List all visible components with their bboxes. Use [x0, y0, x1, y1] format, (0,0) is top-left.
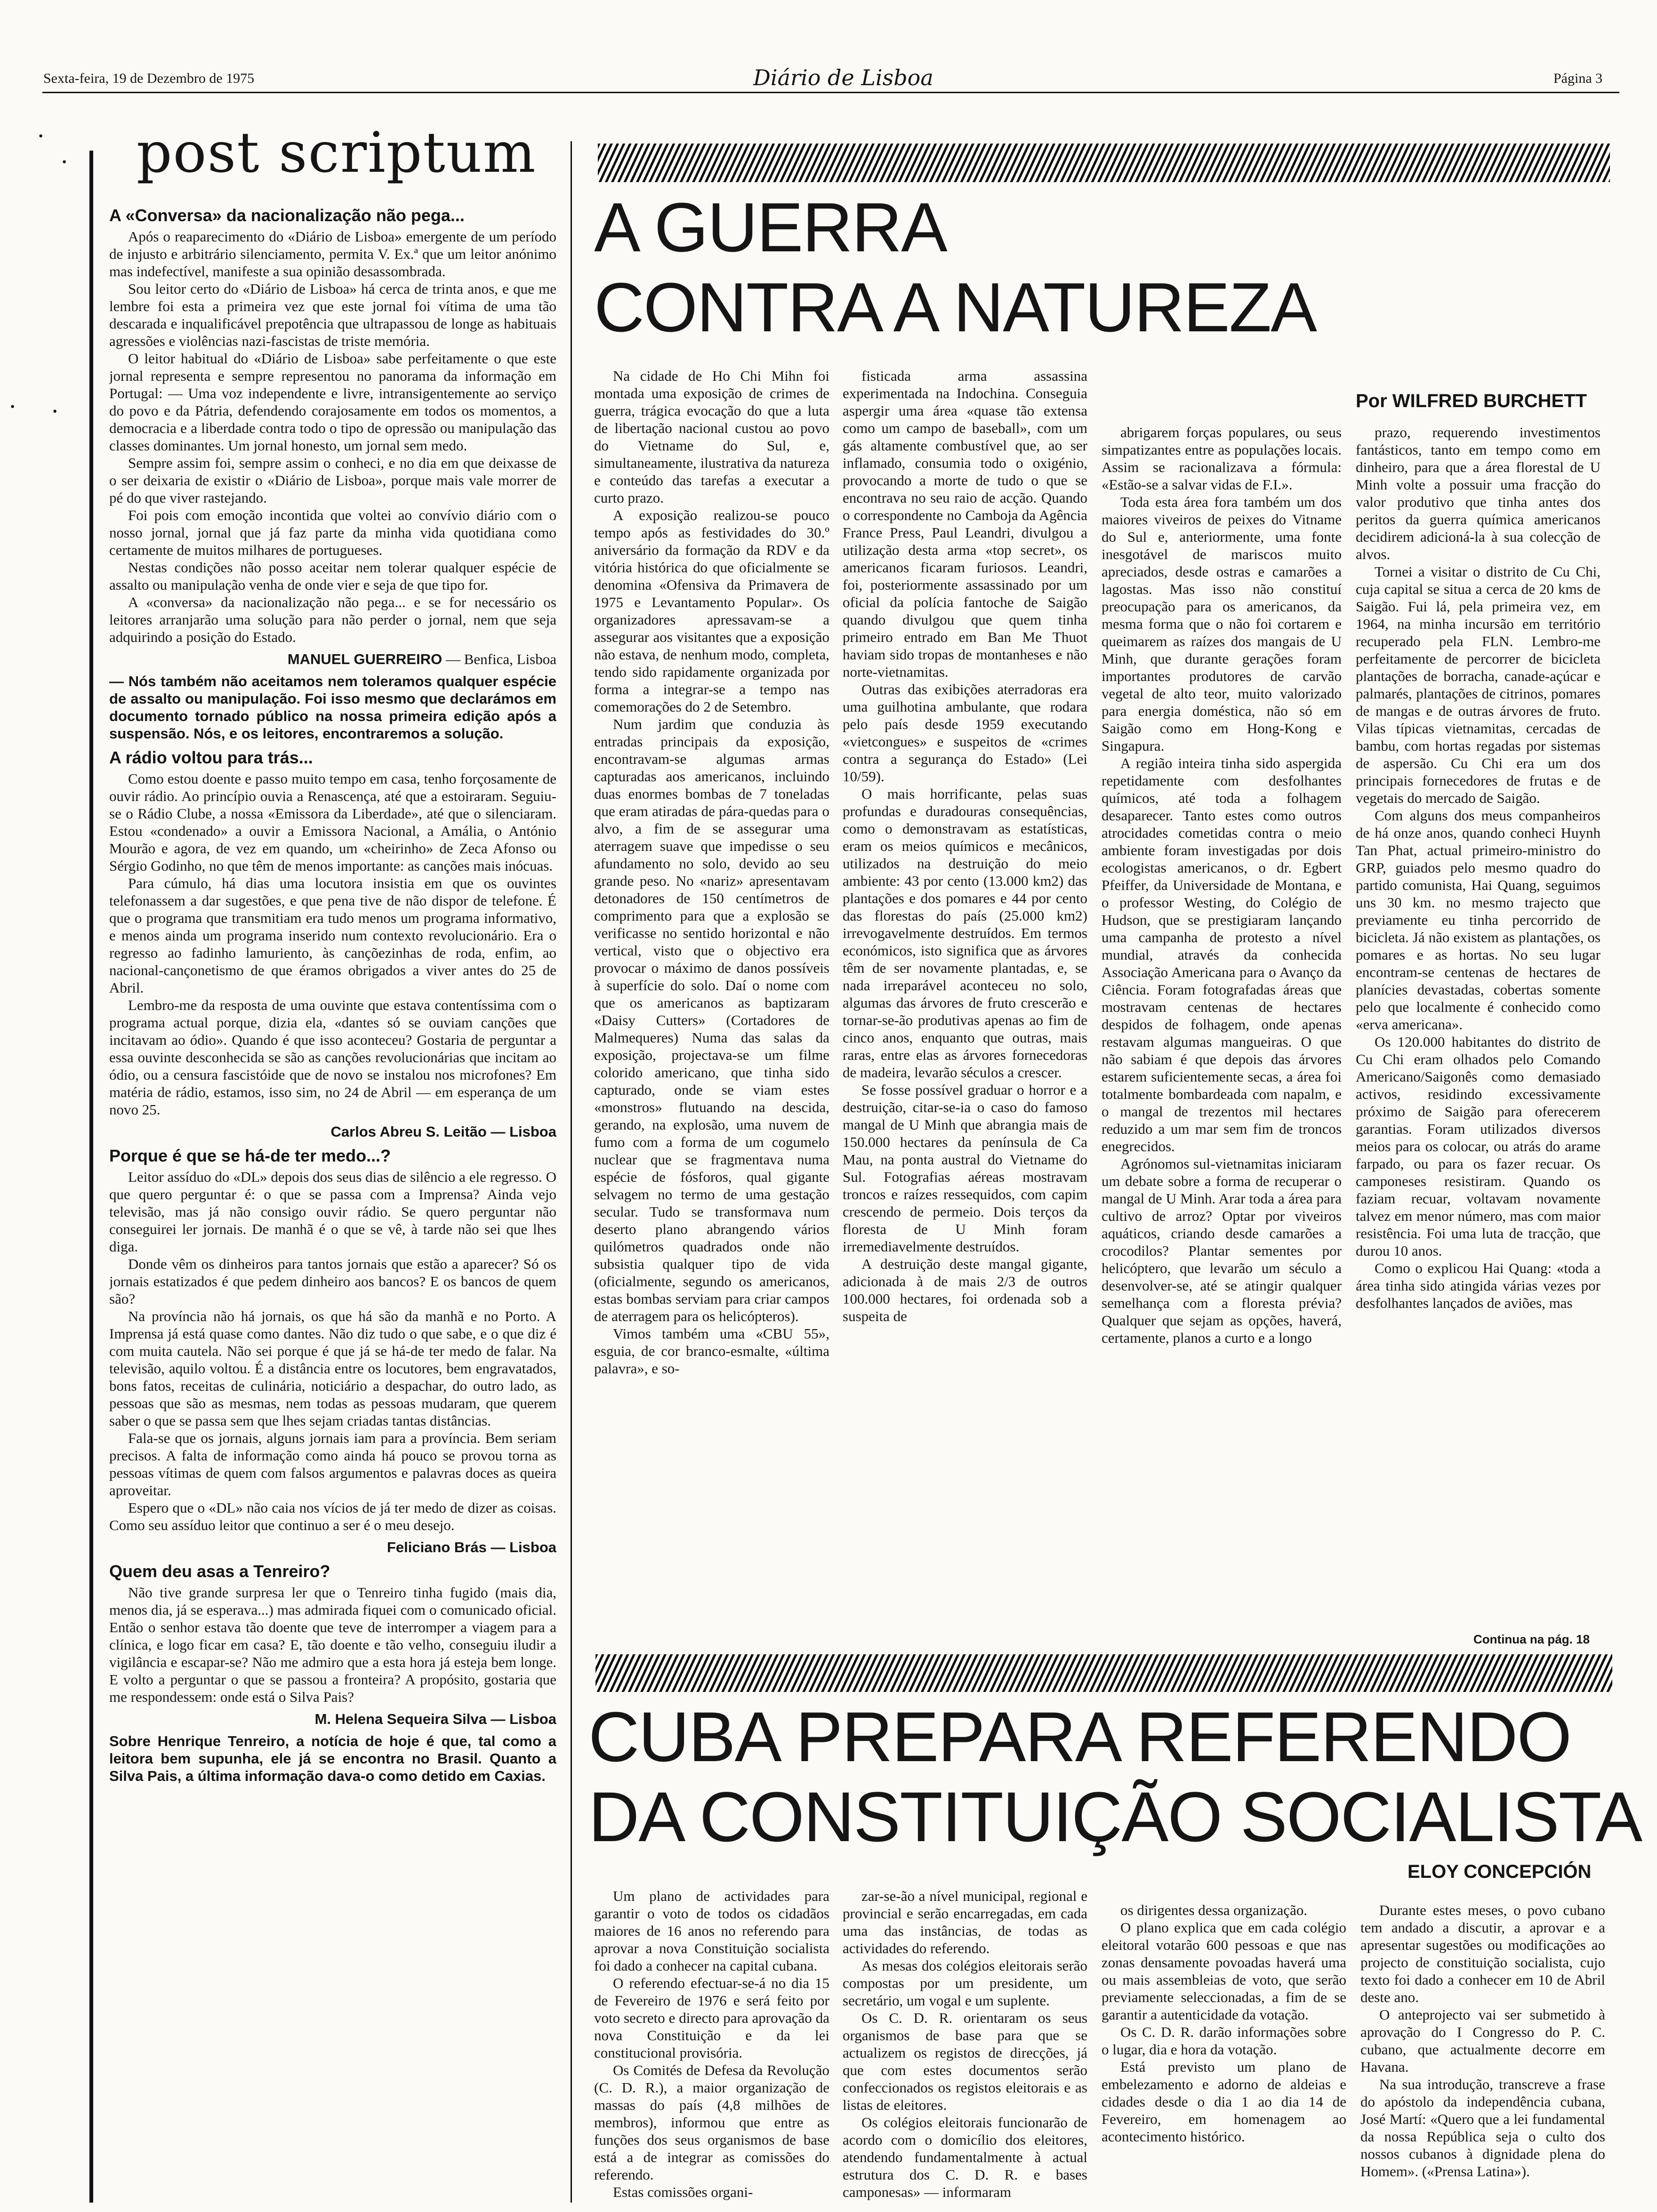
cuba-byline: ELOY CONCEPCIÓN — [1408, 1861, 1592, 1882]
signature — [109, 650, 556, 668]
letter-heading: Quem deu asas a Tenreiro? — [109, 1562, 330, 1581]
hatch-band — [595, 1654, 1612, 1692]
paragraph: Um plano de actividades para garantir o voto de todos os cidadãos maiores de 16 anos no referendo para aprovar a nova Constituição socialista foi dado a conhecer na capital cubana. — [594, 1888, 829, 1974]
masthead-rule — [42, 92, 1619, 93]
paragraph: A destruição deste mangal gigante, adicionada à de mais 2/3 de outros 100.000 hectares, foi ordenada sob a suspeita de — [843, 1256, 1087, 1324]
paragraph: O referendo efectuar-se-á no dia 15 de Fevereiro de 1976 e será feito por voto secreto e directo para aprovação da nova Constituição e da lei constitucional provisória. — [594, 1975, 829, 2061]
cuba-col-2 — [843, 1887, 1087, 2203]
column-rule — [571, 141, 572, 2203]
paragraph: Os C. D. R. orientaram os seus organismos de base para que se actualizem os registos de direcções, já que com estes documentos serão confeccionados os registos eleitorais e as listas de eleitores. — [843, 2010, 1087, 2113]
signature — [109, 1710, 556, 1728]
ps-left-rule — [89, 151, 93, 2203]
paragraph: O leitor habitual do «Diário de Lisboa» sabe perfeitamente o que este jornal representa e sempre representou no panorama da informação em Portugal: — Uma voz independente e livre, intransigentemente ao serviço do povo e da Pátria, defendendo corajosamente em todos os momentos, a democracia e a liberdade contra todo o tipo de opressão ou manipulação das classes dominantes. Um jornal honesto, um jornal sem medo. — [109, 350, 556, 454]
margin-mark: · — [52, 401, 58, 422]
paragraph: Se fosse possível graduar o horror e a destruição, citar-se-ia o caso do famoso mangal de U Minh que abrangia mais de 150.000 hectares da península de Ca Mau, na ponta austral do Vietname do Sul. Fotografias aéreas mostravam troncos e raízes ressequidos, com capim crescendo de permeio. Dois terços da floresta de U Minh foram irremediavelmente destruídos. — [843, 1082, 1087, 1255]
letter-heading: A «Conversa» da nacionalização não pega... — [109, 206, 465, 225]
paragraph: O mais horrificante, pelas suas profundas e duradouras consequências, como o demonstravam as estatísticas, eram os meios químicos e mecânicos, utilizados na destruição do meio ambiente: 43 por cento (13.000 km2) das plantações e dos pomares e 44 por cento das florestas do país (25.000 km2) irrevogavelmente destruídos. Em termos económicos, isto significa que as árvores têm de ser novamente plantadas, e, se nada irreparável aconteceu no solo, algumas das árvores de fruto crescerão e tornar-se-ão produtivas apenas ao fim de cinco anos, enquanto que outras, mais raras, entre elas as árvores fornecedoras de madeira, levarão séculos a crescer. — [843, 785, 1087, 1081]
paragraph: abrigarem forças populares, ou seus simpatizantes entre as populações locais. Assim se racionalizava a fórmula: «Estão-se a salvar vidas de F.I.». — [1102, 424, 1342, 493]
paragraph: A exposição realizou-se pouco tempo após as festividades do 30.º aniversário da formação da RDV e da vitória histórica do que oficialmente se denomina «Ofensiva da Primavera de 1975 e Levantamento Popular». Os organizadores apressavam-se a assegurar aos visitantes que a exposição não estava, de nenhum modo, completa, tendo sido rapidamente organizada por forma a integrar-se a tempo nas comemorações do 2 de Setembro. — [594, 507, 829, 715]
paragraph: Estas comissões organi- — [613, 2184, 753, 2200]
signature — [109, 1539, 556, 1556]
signature-name: MANUEL GUERREIRO — [287, 651, 442, 667]
guerra-headline-1: A GUERRA — [594, 189, 947, 266]
margin-mark: · — [61, 151, 68, 172]
paragraph: prazo, requerendo investimentos fantásticos, tanto em tempo como em dinheiro, para que a área florestal de U Minh volte a possuir uma fracção do valor produtivo que tinha antes dos peritos da guerra química americanos decidirem adicioná-la à sua colecção de alvos. — [1356, 424, 1601, 562]
cuba-col-1 — [594, 1887, 829, 2203]
paragraph: Na província não há jornais, os que há são da manhã e no Porto. A Imprensa já está quase como dantes. Não diz tudo o que sabe, e o que diz é com muita cautela. Não sei porque é que já se há-de ter medo de falar. Na televisão, aquilo voltou. É a distância entre os locutores, bem engravatados, bons fatos, receitas de culinária, noticiário a despachar, do outro lado, as pessoas que são as mesmas, nem todas as pessoas mudaram, que querem saber o que se passa sem que lhes sejam criadas tantas distâncias. — [109, 1308, 556, 1429]
guerra-col-2 — [843, 367, 1087, 1647]
paragraph: Foi pois com emoção incontida que voltei ao convívio diário com o nosso jornal, jornal que já faz parte da minha vida quotidiana como certamente de muitos milhares de portugueses. — [109, 507, 556, 558]
paragraph: Toda esta área fora também um dos maiores viveiros de peixes do Vitname do Sul e, anteriormente, uma fonte inesgotável de mariscos muito apreciados, desde ostras e camarões a lagostas. Mas isso não constituí preocupação para os americanos, da mesma forma que o não foi cortarem e queimarem as raízes dos mangais de U Minh, que durante gerações foram importantes produtores de carvão vegetal de alto teor, muito valorizado para energia doméstica, não só em Saigão como em Hong-Kong e Singapura. — [1102, 494, 1342, 754]
paragraph: A «conversa» da nacionalização não pega... e se for necessário os leitores arranjarão uma solução para não perder o jornal, nem que seja adquirindo a posição do Estado. — [109, 594, 556, 645]
paragraph: Após o reaparecimento do «Diário de Lisboa» emergente de um período de injusto e arbitrário silenciamento, permita V. Ex.ª que um leitor anónimo mas indefectível, manifeste a sua opinião desassombrada. — [109, 228, 556, 280]
paragraph: Outras das exibições aterradoras era uma guilhotina ambulante, que rodara pelo país desde 1959 executando «vietcongues» e suspeitos de «crimes contra a segurança do Estado» (Lei 10/59). — [843, 681, 1087, 785]
editor-note: — Nós também não aceitamos nem toleramos qualquer espécie de assalto ou manipulação. Foi isso mesmo que declarámos em documento tornado público na nossa primeira edição após a suspensão. Nós, e os leitores, encontraremos a solução. — [109, 673, 556, 742]
paragraph: Sempre assim foi, sempre assim o conheci, e no dia em que deixasse de o ser deixaria de existir o «Diário de Lisboa», porque mais vale morrer de pé do que viver rastejando. — [109, 455, 556, 506]
letter-heading: A rádio voltou para trás... — [109, 748, 313, 767]
cuba-col-3 — [1102, 1901, 1346, 2203]
paragraph: As mesas dos colégios eleitorais serão compostas por um presidente, um secretário, um vogal e um suplente. — [843, 1957, 1087, 2009]
guerra-col-1 — [594, 367, 829, 1647]
paragraph: Como o explicou Hai Quang: «toda a área tinha sido atingida várias vezes por desfolhantes lançados de aviões, mas — [1356, 1260, 1601, 1311]
paragraph: Durante estes meses, o povo cubano tem andado a discutir, a aprovar e a apresentar sugestões ou modificações ao projecto de constituição socialista, cujo texto foi dado a conhecer em 10 de Abril deste ano. — [1360, 1902, 1605, 2005]
guerra-col-3 — [1102, 424, 1342, 1647]
paragraph: Nestas condições não posso aceitar nem tolerar qualquer espécie de assalto ou manipulação venha de onde vier e seja de que tipo for. — [109, 559, 556, 593]
paper-name: Diário de Lisboa — [753, 65, 933, 90]
paragraph: Donde vêm os dinheiros para tantos jornais que estão a aparecer? Só os jornais estatizados é que pedem dinheiro aos bancos? E os bancos de quem são? — [109, 1256, 556, 1307]
ps-title: post scriptum — [137, 120, 537, 185]
paragraph: fisticada arma assassina experimentada na Indochina. Conseguia aspergir uma área «quase tão extensa como um campo de baseball», com um gás altamente combustível que, ao ser inflamado, consumia todo o oxigénio, provocando a morte de tudo o que se encontrava no seu raio de acção. Quando o correspondente no Camboja da Agência France Press, Paul Leandri, divulgou a utilização desta arma «top secret», os americanos ficaram furiosos. Leandri, foi, posteriormente assassinado por um oficial da polícia fantoche de Saigão quando divulgou que quem tinha primeiro entrado em Ban Me Thuot haviam sido tropas de montanheses e não norte-vietnamitas. — [843, 368, 1087, 680]
editor-note: Sobre Henrique Tenreiro, a notícia de hoje é que, tal como a leitora bem supunha, ele já se encontra no Brasil. Quanto a Silva Pais, a última informação dava-o como detido em Caxias. — [109, 1733, 556, 1784]
guerra-headline-2: CONTRA A NATUREZA — [594, 269, 1316, 346]
signature-place: — Benfica, Lisboa — [445, 651, 556, 667]
paragraph: Não tive grande surpresa ler que o Tenreiro tinha fugido (mais dia, menos dia, já se esperava...) mas admirada fiquei com o comunicado oficial. Então o senhor estava tão doente que teve de interromper a viagem para a clínica, e logo ficar em casa? E, tão doente e tão velho, conseguiu iludir a vigilância e escapar-se? Não me admiro que a esta hora já esteja bem longe. E volto a perguntar o que se passou a fronteira? A propósito, gostaria que me respondessem: onde está o Silva Pais? — [109, 1584, 556, 1705]
paragraph: Com alguns dos meus companheiros de há onze anos, quando conheci Huynh Tan Phat, actual primeiro-ministro do GRP, guiados pelo mesmo quadro do partido comunista, Hai Quang, seguimos uns 30 km. no mesmo trajecto que previamente eu tinha percorrido de bicicleta. Já não existem as plantações, os pomares e as hortas. No seu lugar encontram-se centenas de hectares de planícies devastadas, cobertas somente pelo que localmente é conhecido como «erva americana». — [1356, 807, 1601, 1033]
paragraph: Sou leitor certo do «Diário de Lisboa» há cerca de trinta anos, e que me lembre foi esta a primeira vez que este jornal foi vítima de uma tão descarada e inqualificável prepotência que ultrapassou de longe as habituais agressões e violências nazi-fascistas de triste memória. — [109, 281, 556, 349]
paragraph: Espero que o «DL» não caia nos vícios de já ter medo de dizer as coisas. Como seu assíduo leitor que continuo a ser é o meu desejo. — [109, 1499, 556, 1533]
paragraph: Para cúmulo, há dias uma locutora insistia em que os ouvintes telefonassem a dar sugestões, e que pena tive de não dispor de telefone. É que o programa que transmitiam era tudo menos um programa informativo, e menos ainda um programa inserido num contexto revolucionário. Era o regresso ao fadinho lamuriento, às cançõezinhas de roda, enfim, ao nacional-cançonetismo de que éramos obrigados a viver antes do 25 de Abril. — [109, 875, 556, 996]
signature-name: Carlos Abreu S. Leitão — Lisboa — [330, 1123, 556, 1140]
paragraph: Agrónomos sul-vietnamitas iniciaram um debate sobre a forma de recuperar o mangal de U Minh. Arar toda a área para cultivo de arroz? Optar por viveiros aquáticos, criando desde camarões a crocodilos? Plantar sementes por helicóptero, que levarão um século a desenvolver-se, até se atingir qualquer semelhança com a floresta prévia? Qualquer que sejam as opções, haverá, certamente, planos a curto e a longo — [1102, 1155, 1342, 1346]
paragraph: Os colégios eleitorais funcionarão de acordo com o domicílio dos eleitores, atendendo fundamentalmente à actual estrutura dos C. D. R. e bases camponesas» — informaram — [843, 2114, 1087, 2200]
continued-link[interactable]: Continua na pág. 18 — [1473, 1632, 1590, 1646]
cuba-col-4 — [1360, 1901, 1605, 2203]
paragraph: Os Comités de Defesa da Revolução (C. D. R.), a maior organização de massas do país (4,8 milhões de membros), informou que entre as funções dos seus organismos de base está a de integrar as comissões do referendo. — [594, 2062, 829, 2183]
paragraph: Os 120.000 habitantes do distrito de Cu Chi eram olhados pelo Comando Americano/Saigonês como demasiado activos, residindo excessivamente próximo de Saigão para oferecerem garantias. Foram utilizados diversos meios para os colocar, ou atrás do arame farpado, ou para os fazer recuar. Os camponeses resistiram. Quando os faziam recuar, voltavam novamente talvez em menor número, mas com maior resistência. Foi uma luta de tracção, que durou 10 anos. — [1356, 1034, 1601, 1259]
paragraph: Num jardim que conduzia às entradas principais da exposição, encontravam-se algumas armas capturadas aos americanos, incluindo duas enormes bombas de 7 toneladas que eram atiradas de pára-quedas para o alvo, a fim de se assegurar uma aterragem suave que impedisse o seu afundamento no solo, devido ao seu grande peso. No «nariz» apresentavam detonadores de 150 centímetros de comprimento para que a explosão se verificasse no sentido horizontal e não vertical, visto que o objectivo era provocar o máximo de danos possíveis à superfície do solo. Daí o nome com que os americanos as baptizaram «Daisy Cutters» (Cortadores de Malmequeres) Numa das salas da exposição, projectava-se um filme colorido americano, que tinha sido capturado, onde se viam estes «monstros» flutuando na descida, gerando, na explosão, uma nuvem de fumo com a forma de um cogumelo nuclear que se fragmentava numa espécie de fósforos, qual gigante selvagem no termo de uma gestação secular. Tudo se transformava num deserto plano abrangendo vários quilómetros quadrados onde não subsistia qualquer tipo de vida (oficialmente, segundo os americanos, estas bombas serviam para criar campos de aterragem para os helicópteros). — [594, 716, 829, 1324]
letter-heading: Porque é que se há-de ter medo...? — [109, 1146, 391, 1165]
paragraph: Lembro-me da resposta de uma ouvinte que estava contentíssima com o programa actual porque, dizia ela, «dantes só se ouviam canções que incitavam ao ódio». Quando é que isso aconteceu? Gostaria de perguntar a essa ouvinte desconhecida se são as canções revolucionárias que incitam ao ódio, ou a censura fascistóide que de novo se instalou nos microfones? Em matéria de rádio, estamos, isso sim, no 24 de Abril — em esperança de um novo 25. — [109, 997, 556, 1118]
paragraph: Fala-se que os jornais, alguns jornais iam para a província. Bem seriam precisos. A falta de informação como ainda há pouco se provou torna as pessoas vítimas de quem com falsos argumentos e palavras doces as queira aproveitar. — [109, 1430, 556, 1499]
paragraph: Está previsto um plano de embelezamento e adorno de aldeias e cidades desde o dia 1 ao dia 14 de Fevereiro, em homenagem ao acontecimento histórico. — [1102, 2059, 1346, 2145]
paragraph: Como estou doente e passo muito tempo em casa, tenho forçosamente de ouvir rádio. Ao princípio ouvia a Renascença, até que a estoiraram. Seguiu-se o Rádio Clube, a nossa «Emissora da Liberdade», até que o silenciaram. Estou «condenado» a ouvir a Emissora Nacional, a Amália, o António Mourão e agora, de vez em quando, um «cheirinho» de Zeca Afonso ou Sérgio Godinho, no que têm de menos importante: as canções mais inócuas. — [109, 770, 556, 874]
cuba-headline-1: CUBA PREPARA REFERENDO — [588, 1697, 1571, 1776]
guerra-byline: Por WILFRED BURCHETT — [1356, 391, 1587, 411]
paragraph: Os C. D. R. darão informações sobre o lugar, dia e hora da votação. — [1102, 2024, 1346, 2058]
margin-mark: · — [38, 125, 44, 146]
paragraph: os dirigentes dessa organização. — [1120, 1902, 1308, 1918]
hatch-band — [598, 144, 1610, 182]
issue-date: Sexta-feira, 19 de Dezembro de 1975 — [43, 71, 255, 86]
paragraph: Vimos também uma «CBU 55», esguia, de cor branco-esmalte, «última palavra», e so- — [594, 1325, 829, 1377]
ps-letters — [109, 200, 556, 2203]
paragraph: A região inteira tinha sido aspergida repetidamente com desfolhantes químicos, até toda a folhagem desaparecer. Tanto estes como outros atrocidades cometidas contra o meio ambiente foram investigadas por dois ecologistas americanos, o dr. Egbert Pfeiffer, da Universidade de Montana, e o professor Westing, do Colégio de Hudson, que se prestigiaram lançando uma campanha de protesto a nível mundial, através da conhecida Associação Americana para o Avanço da Ciência. Foram fotografadas áreas que mostravam centenas de hectares despidos de folhagem, onde apenas restavam algumas mangueiras. O que não sabiam é que depois das árvores estarem suficientemente secas, a área foi totalmente bombardeada com napalm, e o mangal de trezentos mil hectares reduzido a um mar sem fim de troncos enegrecidos. — [1102, 755, 1342, 1154]
paragraph: O plano explica que em cada colégio eleitoral votarão 600 pessoas e que nas zonas densamente povoadas haverá uma ou mais assembleias de voto, que serão previamente seleccionadas, a fim de se garantir a autenticidade da votação. — [1102, 1919, 1346, 2023]
signature — [109, 1123, 556, 1140]
guerra-col-4 — [1356, 424, 1601, 1628]
page-number: Página 3 — [1553, 71, 1603, 86]
paragraph: Leitor assíduo do «DL» depois dos seus dias de silêncio a ele regresso. O que quero perguntar é: o que se passa com a Imprensa? Ainda vejo televisão, mas já não consigo ouvir rádio. Se quero perguntar não conseguirei ler jornais. De manhã é o que se vê, à tarde não sei que lhes diga. — [109, 1169, 556, 1255]
paragraph: zar-se-ão a nível municipal, regional e provincial e serão encarregadas, em cada uma das instâncias, de todas as actividades do referendo. — [843, 1888, 1087, 1956]
paragraph: Tornei a visitar o distrito de Cu Chi, cuja capital se situa a cerca de 20 kms de Saigão. Fui lá, pela primeira vez, em 1964, na minha incursão em território recuperado pela FLN. Lembro-me perfeitamente de percorrer de bicicleta plantações de borracha, canade-açúcar e palmarés, plantações de citrinos, pomares de mangas e de outras árvores de fruto. Vilas típicas vietnamitas, cercadas de bambu, com hortas regadas por sistemas de aspersão. Cu Chi era um dos principais fornecedores de frutas e de vegetais do mercado de Saigão. — [1356, 563, 1601, 806]
paragraph: O anteprojecto vai ser submetido à aprovação do I Congresso do P. C. cubano, que actualmente decorre em Havana. — [1360, 2006, 1605, 2075]
cuba-headline-2: DA CONSTITUIÇÃO SOCIALISTA — [588, 1777, 1642, 1856]
signature-name: M. Helena Sequeira Silva — Lisboa — [314, 1711, 556, 1727]
paragraph: Na cidade de Ho Chi Mihn foi montada uma exposição de crimes de guerra, trágica evocação do que a luta de libertação nacional custou ao povo do Vietname do Sul, e, simultaneamente, ilustrativa da natureza e conteúdo das tarefas a executar a curto prazo. — [594, 368, 829, 506]
margin-mark: · — [9, 396, 16, 417]
signature-name: Feliciano Brás — Lisboa — [386, 1539, 556, 1555]
paragraph: Na sua introdução, transcreve a frase do apóstolo da independência cubana, José Martí: «Quero que a lei fundamental da nossa República seja o culto dos nossos cubanos à dignidade plena do Homem». («Prensa Latina»). — [1360, 2076, 1605, 2180]
